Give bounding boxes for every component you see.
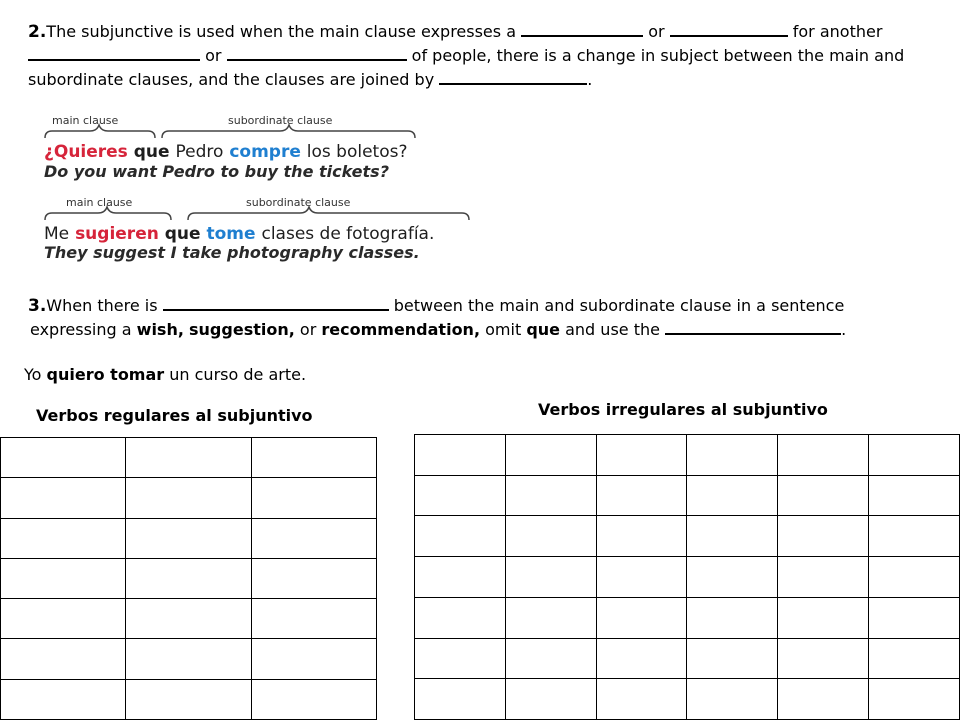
item-2-text-1: The subjunctive is used when the main clause expresses a <box>46 22 516 41</box>
irregular-verbs-table-cell[interactable] <box>505 679 596 720</box>
irregular-verbs-table-row <box>415 557 960 598</box>
example-1-que: que <box>133 142 170 162</box>
regular-verbs-table-cell[interactable] <box>251 558 376 598</box>
irregular-verbs-table-cell[interactable] <box>415 638 506 679</box>
irregular-verbs-table-cell[interactable] <box>869 435 960 476</box>
irregular-verbs-table-cell[interactable] <box>415 475 506 516</box>
regular-verbs-table-cell[interactable] <box>251 599 376 639</box>
item-2-text-4: or <box>205 46 222 65</box>
irregular-verbs-table-row <box>415 435 960 476</box>
example-2-pronoun: Me <box>44 224 70 244</box>
irregular-verbs-table-cell[interactable] <box>687 475 778 516</box>
regular-verbs-table-cell[interactable] <box>1 478 126 518</box>
item-2-line-3 <box>28 68 592 92</box>
irregular-verbs-table-row <box>415 638 960 679</box>
item-2-blank-1[interactable] <box>521 21 643 37</box>
irregular-verbs-table-cell[interactable] <box>687 638 778 679</box>
regular-verbs-table-row <box>1 478 377 518</box>
subordinate-clause-label-2: subordinate clause <box>246 196 351 209</box>
main-clause-label-1: main clause <box>52 114 119 127</box>
irregular-verbs-table-cell[interactable] <box>596 516 687 557</box>
irregular-verbs-heading: Verbos irregulares al subjuntivo <box>538 400 828 419</box>
example-1-verb-main: ¿Quieres <box>44 142 128 162</box>
item-2-blank-5[interactable] <box>439 69 587 85</box>
example-3-sentence <box>24 363 306 387</box>
example-1-verb-sub: compre <box>229 142 301 162</box>
item-3-line-1 <box>28 294 844 319</box>
regular-verbs-table-row <box>1 599 377 639</box>
irregular-verbs-table <box>414 434 960 720</box>
regular-verbs-table <box>0 437 377 720</box>
item-2-text-5: of people, there is a change in subject between the main and <box>411 46 905 65</box>
irregular-verbs-table-cell[interactable] <box>415 435 506 476</box>
irregular-verbs-table-cell[interactable] <box>778 679 869 720</box>
regular-verbs-table-cell[interactable] <box>1 518 126 558</box>
irregular-verbs-table-cell[interactable] <box>596 679 687 720</box>
irregular-verbs-table-cell[interactable] <box>869 638 960 679</box>
item-2-blank-4[interactable] <box>227 45 407 61</box>
irregular-verbs-table-cell[interactable] <box>596 435 687 476</box>
example-3-rest: un curso de arte. <box>169 365 307 384</box>
irregular-verbs-table-cell[interactable] <box>778 435 869 476</box>
main-clause-label-2: main clause <box>66 196 133 209</box>
irregular-verbs-table-cell[interactable] <box>778 516 869 557</box>
irregular-verbs-table-cell[interactable] <box>505 475 596 516</box>
item-2-blank-3[interactable] <box>28 45 200 61</box>
regular-verbs-table-cell[interactable] <box>251 518 376 558</box>
irregular-verbs-table-cell[interactable] <box>869 557 960 598</box>
item-3-number: 3. <box>28 296 47 316</box>
item-2-text-6: subordinate clauses, and the clauses are joined by <box>28 70 435 89</box>
item-3-text-6: and use the <box>565 320 660 339</box>
regular-verbs-table-cell[interactable] <box>126 438 251 478</box>
regular-verbs-table-cell[interactable] <box>1 599 126 639</box>
irregular-verbs-table-cell[interactable] <box>596 557 687 598</box>
irregular-verbs-table-cell[interactable] <box>687 557 778 598</box>
example-sentences-figure <box>40 112 480 268</box>
irregular-verbs-table-cell[interactable] <box>687 435 778 476</box>
regular-verbs-table-cell[interactable] <box>251 438 376 478</box>
regular-verbs-table-cell[interactable] <box>251 478 376 518</box>
regular-verbs-heading: Verbos regulares al subjuntivo <box>36 406 313 425</box>
irregular-verbs-table-row <box>415 475 960 516</box>
irregular-verbs-table-cell[interactable] <box>596 475 687 516</box>
example-3-verb: quiero tomar <box>46 365 165 384</box>
item-2-text-2: or <box>648 22 665 41</box>
irregular-verbs-table-cell[interactable] <box>869 475 960 516</box>
example-1-english: Do you want Pedro to buy the tickets? <box>44 162 389 181</box>
irregular-verbs-table-row <box>415 597 960 638</box>
regular-verbs-table-cell[interactable] <box>126 679 251 719</box>
item-3-text-4: or <box>299 320 317 339</box>
item-3-text-3: expressing a <box>30 320 132 339</box>
irregular-verbs-table-cell[interactable] <box>596 638 687 679</box>
regular-verbs-table-cell[interactable] <box>126 639 251 679</box>
item-3-text-1: When there is <box>46 296 158 315</box>
item-3-que: que <box>526 320 561 339</box>
regular-verbs-table-cell[interactable] <box>251 679 376 719</box>
item-2-text-7: . <box>587 70 593 89</box>
irregular-verbs-table-cell[interactable] <box>415 597 506 638</box>
irregular-verbs-table-cell[interactable] <box>415 557 506 598</box>
item-3-text-7: . <box>841 320 847 339</box>
item-2-line-2 <box>28 44 904 68</box>
example-2-verb-sub: tome <box>206 224 256 244</box>
example-2-verb-main: sugieren <box>75 224 159 244</box>
example-3-subject: Yo <box>24 365 42 384</box>
regular-verbs-table-cell[interactable] <box>1 558 126 598</box>
regular-verbs-table-cell[interactable] <box>1 438 126 478</box>
item-3-text-2: between the main and subordinate clause in a sentence <box>393 296 845 315</box>
irregular-verbs-table-cell[interactable] <box>687 516 778 557</box>
irregular-verbs-table-cell[interactable] <box>869 679 960 720</box>
example-1-rest: los boletos? <box>306 142 408 162</box>
irregular-verbs-table-cell[interactable] <box>869 597 960 638</box>
item-3-blank-1[interactable] <box>163 295 389 311</box>
irregular-verbs-table-cell[interactable] <box>596 597 687 638</box>
item-2-number: 2. <box>28 22 47 42</box>
irregular-verbs-table-cell[interactable] <box>778 475 869 516</box>
example-1-spanish <box>44 142 408 162</box>
irregular-verbs-table-cell[interactable] <box>415 516 506 557</box>
irregular-verbs-table-cell[interactable] <box>505 516 596 557</box>
regular-verbs-table-cell[interactable] <box>126 518 251 558</box>
regular-verbs-table-cell[interactable] <box>126 558 251 598</box>
irregular-verbs-table-cell[interactable] <box>687 597 778 638</box>
regular-verbs-table-row <box>1 438 377 478</box>
subordinate-clause-label-1: subordinate clause <box>228 114 333 127</box>
irregular-verbs-table-cell[interactable] <box>505 557 596 598</box>
item-3-text-5: omit <box>485 320 522 339</box>
item-2-line-1 <box>28 20 882 45</box>
irregular-verbs-table-cell[interactable] <box>869 516 960 557</box>
regular-verbs-table-row <box>1 639 377 679</box>
irregular-verbs-table-cell[interactable] <box>778 638 869 679</box>
regular-verbs-table-row <box>1 518 377 558</box>
regular-verbs-table-row <box>1 558 377 598</box>
regular-verbs-table-cell[interactable] <box>126 478 251 518</box>
regular-verbs-table-cell[interactable] <box>1 679 126 719</box>
example-1-subject: Pedro <box>175 142 224 162</box>
irregular-verbs-table-cell[interactable] <box>687 679 778 720</box>
irregular-verbs-table-cell[interactable] <box>778 557 869 598</box>
irregular-verbs-table-row <box>415 679 960 720</box>
regular-verbs-table-row <box>1 679 377 719</box>
example-2-english: They suggest I take photography classes. <box>44 243 420 262</box>
example-2-rest: clases de fotografía. <box>261 224 435 244</box>
irregular-verbs-table-cell[interactable] <box>415 679 506 720</box>
item-2-blank-2[interactable] <box>670 21 788 37</box>
item-3-blank-2[interactable] <box>665 319 841 335</box>
item-3-wish: wish, <box>136 320 184 339</box>
irregular-verbs-table-cell[interactable] <box>505 638 596 679</box>
irregular-verbs-table-cell[interactable] <box>778 597 869 638</box>
irregular-verbs-table-row <box>415 516 960 557</box>
irregular-verbs-table-cell[interactable] <box>505 435 596 476</box>
item-3-recommendation: recommendation, <box>321 320 481 339</box>
item-2-text-3: for another <box>792 22 883 41</box>
regular-verbs-table-cell[interactable] <box>1 639 126 679</box>
regular-verbs-table-cell[interactable] <box>251 639 376 679</box>
example-2-spanish <box>44 224 434 244</box>
irregular-verbs-table-cell[interactable] <box>505 597 596 638</box>
item-3-suggestion: suggestion, <box>189 320 295 339</box>
item-3-line-2 <box>30 318 846 342</box>
regular-verbs-table-cell[interactable] <box>126 599 251 639</box>
example-2-que: que <box>164 224 201 244</box>
